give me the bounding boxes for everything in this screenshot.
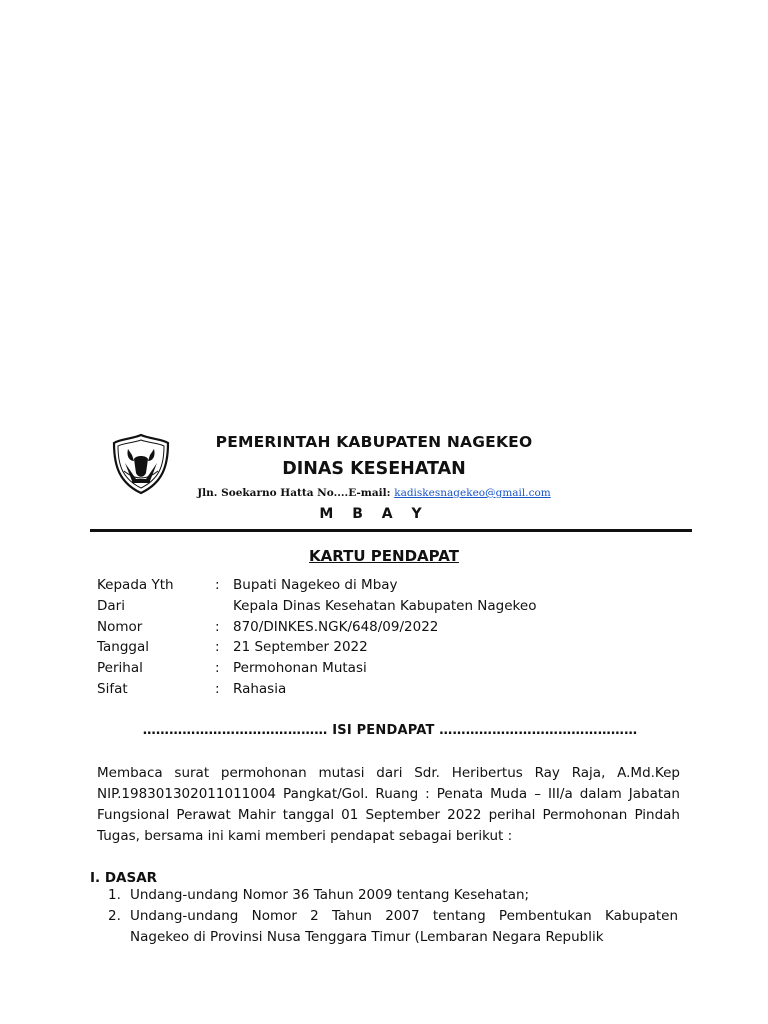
- dasar-heading: I. DASAR: [90, 870, 158, 886]
- department-name: DINAS KESEHATAN: [282, 459, 466, 479]
- address-line: [0, 487, 758, 499]
- list-item-number: 2.: [108, 908, 121, 924]
- detail-row: [97, 575, 697, 596]
- detail-separator: :: [215, 680, 220, 697]
- detail-separator: :: [215, 639, 220, 656]
- list-item-number: 1.: [108, 887, 121, 903]
- detail-value: Permohonan Mutasi: [233, 660, 367, 677]
- detail-label: Tanggal: [97, 639, 150, 656]
- detail-value: Kepala Dinas Kesehatan Kabupaten Nagekeo: [233, 597, 537, 614]
- list-item-text: Undang-undang Nomor 2 Tahun 2007 tentang Pembentukan Kabupaten Nagekeo di Provinsi Nusa Tenggara Timur (Lembaran Negara Republik: [130, 908, 678, 945]
- letter-details: [97, 575, 697, 700]
- detail-separator: :: [215, 618, 220, 635]
- detail-value: 870/DINKES.NGK/648/09/2022: [233, 618, 439, 635]
- document-title-text: KARTU PENDAPAT: [309, 547, 459, 565]
- document-title: [0, 547, 768, 565]
- list-item-text: Undang-undang Nomor 36 Tahun 2009 tentang Kesehatan;: [130, 887, 530, 903]
- detail-label: Kepada Yth: [97, 577, 174, 593]
- detail-row: [97, 658, 697, 679]
- detail-value: 21 September 2022: [233, 639, 368, 656]
- detail-separator: :: [215, 577, 220, 593]
- email-link[interactable]: kadiskesnagekeo@gmail.com: [394, 487, 551, 499]
- detail-label: Nomor: [97, 618, 143, 635]
- detail-label: Dari: [97, 597, 125, 614]
- detail-value: Rahasia: [233, 680, 287, 697]
- government-name: PEMERINTAH KABUPATEN NAGEKEO: [215, 433, 533, 451]
- address-text: Jln. Soekarno Hatta No....E-mail:: [197, 487, 395, 499]
- section-heading: …………………………………… ISI PENDAPAT ………………………………………: [142, 723, 638, 738]
- letterhead-divider: [90, 529, 692, 532]
- body-paragraph: Membaca surat permohonan mutasi dari Sdr. Heribertus Ray Raja, A.Md.Kep NIP.198301302011011004 Pangkat/Gol. Ruang : Penata Muda – III/a dalam Jabatan Fungsional Perawat Mahir tanggal 01 September 2022 perihal Permohonan Pindah Tugas, bersama ini kami memberi pendapat sebagai berikut :: [97, 765, 680, 844]
- detail-label: Perihal: [97, 660, 143, 677]
- detail-label: Sifat: [97, 680, 128, 697]
- detail-row: [97, 637, 697, 658]
- detail-row: [97, 679, 697, 700]
- detail-value: Bupati Nagekeo di Mbay: [233, 577, 398, 593]
- detail-row: [97, 596, 697, 617]
- detail-separator: :: [215, 660, 220, 677]
- city-name: M B A Y: [319, 506, 429, 522]
- detail-row: [97, 617, 697, 638]
